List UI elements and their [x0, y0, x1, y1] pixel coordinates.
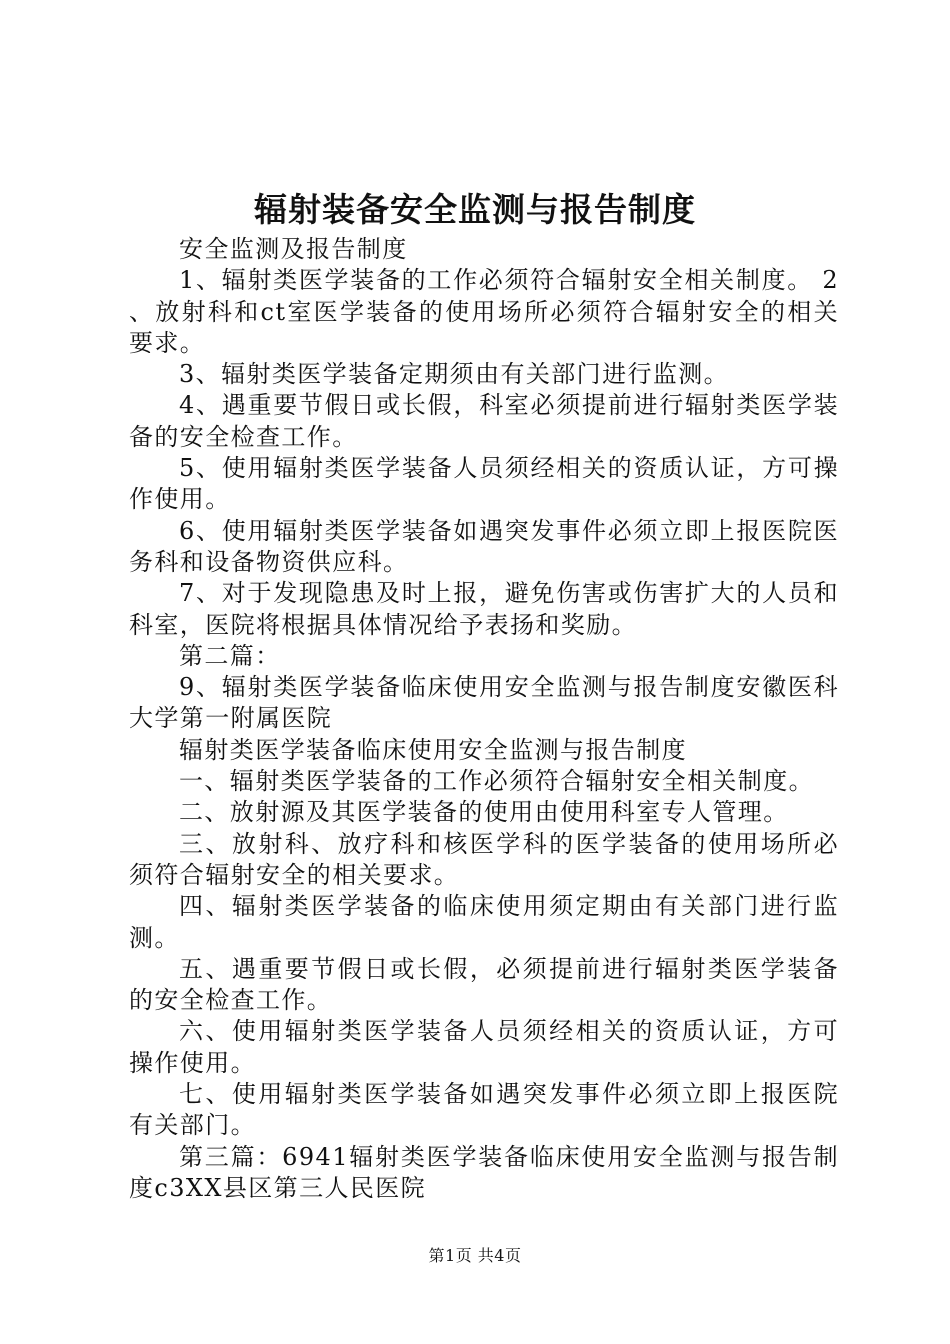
paragraph: 三、放射科、放疗科和核医学科的医学装备的使用场所必须符合辐射安全的相关要求。	[129, 829, 839, 889]
paragraph: 七、使用辐射类医学装备如遇突发事件必须立即上报医院有关部门。	[129, 1080, 839, 1140]
paragraph: 五、遇重要节假日或长假，必须提前进行辐射类医学装备的安全检查工作。	[129, 954, 839, 1015]
section-heading: 第三篇：6941辐射类医学装备临床使用安全监测与报告制度c3XX县区第三人民医院	[129, 1142, 839, 1202]
section-heading: 第二篇：	[179, 641, 281, 670]
paragraph: 二、放射源及其医学装备的使用由使用科室专人管理。	[179, 798, 789, 827]
paragraph: 4、遇重要节假日或长假，科室必须提前进行辐射类医学装备的安全检查工作。	[129, 391, 839, 451]
paragraph: 3、辐射类医学装备定期须由有关部门进行监测。	[179, 360, 730, 389]
paragraph: 6、使用辐射类医学装备如遇突发事件必须立即上报医院医务科和设备物资供应科。	[129, 516, 839, 576]
document-body	[129, 234, 839, 1204]
paragraph: 安全监测及报告制度	[179, 235, 408, 263]
subsection-title: 辐射类医学装备临床使用安全监测与报告制度	[179, 735, 687, 764]
paragraph: 5、使用辐射类医学装备人员须经相关的资质认证，方可操作使用。	[129, 454, 839, 514]
page-number-footer: 第1页 共4页	[428, 1246, 522, 1265]
document-title: 辐射装备安全监测与报告制度	[254, 190, 696, 229]
paragraph: 四、辐射类医学装备的临床使用须定期由有关部门进行监测。	[129, 892, 839, 952]
paragraph: 9、辐射类医学装备临床使用安全监测与报告制度安徽医科大学第一附属医院	[129, 673, 839, 733]
paragraph: 一、辐射类医学装备的工作必须符合辐射安全相关制度。	[179, 767, 814, 796]
paragraph: 六、使用辐射类医学装备人员须经相关的资质认证，方可操作使用。	[129, 1017, 839, 1077]
paragraph: 7、对于发现隐患及时上报，避免伤害或伤害扩大的人员和科室，医院将根据具体情况给予表扬和奖励。	[129, 579, 839, 639]
paragraph: 1、辐射类医学装备的工作必须符合辐射安全相关制度。 2 、放射科和ct室医学装备的使用场所必须符合辐射安全的相关要求。	[129, 266, 839, 357]
